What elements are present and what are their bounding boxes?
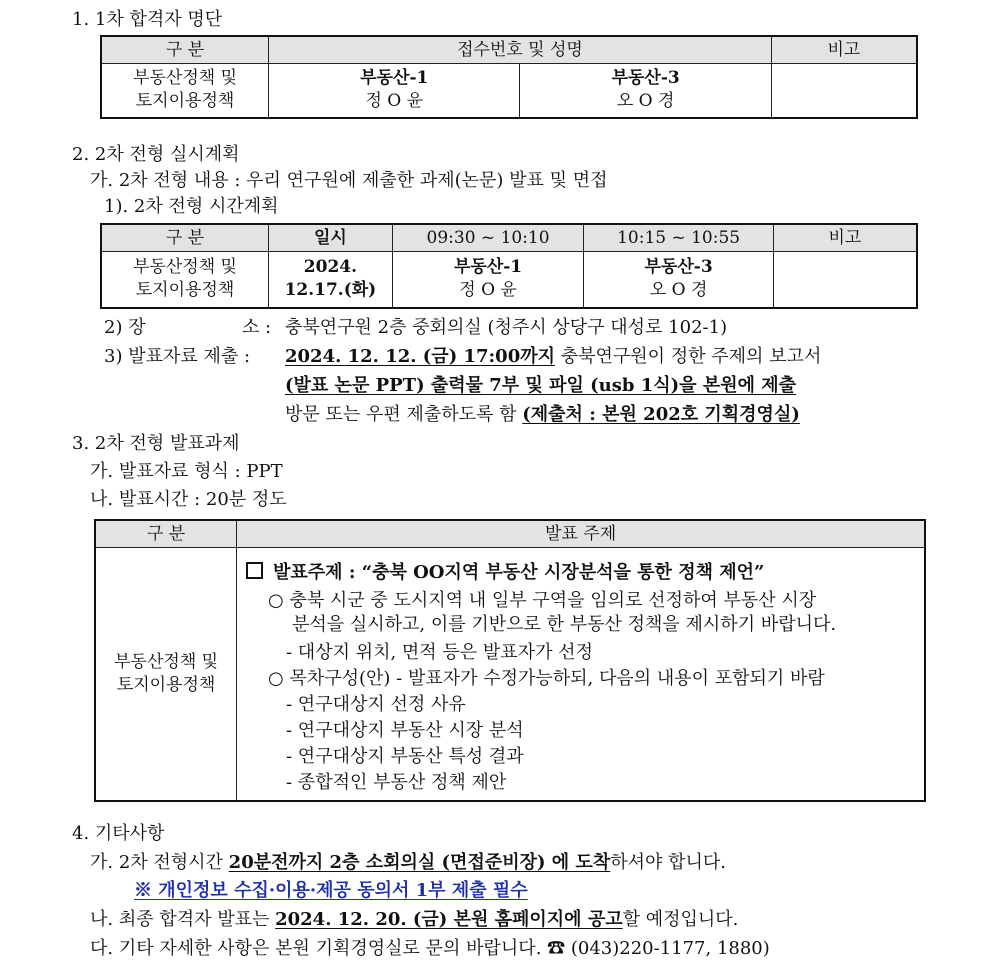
- category-cell: 부동산정책 및 토지이용정책: [95, 548, 237, 802]
- submit-destination: (제출처 : 본원 202호 기획경영실): [522, 404, 800, 425]
- place-label: 2) 장: [104, 317, 146, 338]
- slot-cell-2: 부동산-3 오 O 경: [584, 252, 774, 308]
- header-applicants: 접수번호 및 성명: [269, 36, 772, 64]
- topic-title: 발표주제 : “충북 OO지역 부동산 시장분석을 통한 정책 제언”: [246, 561, 764, 585]
- list-item: - 연구대상지 선정 사유: [286, 694, 466, 715]
- header-category: 구 분: [101, 224, 269, 252]
- section-3-na: 나. 발표시간 : 20분 정도: [90, 489, 287, 510]
- topic-point-1: ○ 충북 시군 중 도시지역 내 일부 구역을 임의로 선정하여 부동산 시장: [268, 590, 817, 611]
- section-4-title: 4. 기타사항: [72, 823, 165, 844]
- slot-cell-1: 부동산-1 정 O 윤: [392, 252, 584, 308]
- list-item: - 종합적인 부동산 정책 제안: [286, 772, 507, 793]
- category-cell: 부동산정책 및 토지이용정책: [101, 64, 269, 118]
- section-3-ga: 가. 발표자료 형식 : PPT: [90, 461, 283, 482]
- section-2-title: 2. 2차 전형 실시계획: [72, 144, 240, 165]
- category-cell: 부동산정책 및 토지이용정책: [101, 252, 269, 308]
- header-category: 구 분: [101, 36, 269, 64]
- submit-line-3: 방문 또는 우편 제출하도록 함 (제출처 : 본원 202호 기획경영실): [285, 404, 800, 425]
- section-4-na: 나. 최종 합격자 발표는 2024. 12. 20. (금) 본원 홈페이지에 공고할 예정입니다.: [90, 909, 739, 930]
- list-item: - 연구대상지 부동산 특성 결과: [286, 746, 524, 767]
- header-topic: 발표 주제: [237, 520, 925, 548]
- topic-point-2: ○ 목차구성(안) - 발표자가 수정가능하되, 다음의 내용이 포함되기 바람: [268, 668, 825, 689]
- header-note: 비고: [773, 224, 917, 252]
- applicant-cell-1: 부동산-1 정 O 윤: [269, 64, 520, 118]
- section-2-ga: 가. 2차 전형 내용 : 우리 연구원에 제출한 과제(논문) 발표 및 면접: [90, 170, 608, 191]
- submit-deadline: 2024. 12. 12. (금) 17:00까지: [285, 346, 556, 367]
- announcement-date: 2024. 12. 20. (금) 본원 홈페이지에 공고: [275, 909, 623, 930]
- header-category: 구 분: [95, 520, 237, 548]
- section-2-sub1: 1). 2차 전형 시간계획: [104, 196, 279, 217]
- note-cell: [773, 252, 917, 308]
- applicant-cell-2: 부동산-3 오 O 경: [520, 64, 771, 118]
- arrival-instruction: 20분전까지 2층 소회의실 (면접준비장) 에 도착: [228, 852, 611, 873]
- header-slot-1: 09:30 ~ 10:10: [392, 224, 584, 252]
- privacy-notice: ※ 개인정보 수집·이용·제공 동의서 1부 제출 필수: [134, 880, 528, 901]
- submit-line-2: (발표 논문 PPT) 출력물 7부 및 파일 (usb 1식)을 본원에 제출: [285, 375, 797, 396]
- header-slot-2: 10:15 ~ 10:55: [584, 224, 774, 252]
- first-round-table: [100, 35, 918, 119]
- date-cell: 2024. 12.17.(화): [269, 252, 393, 308]
- schedule-table: [100, 223, 918, 309]
- list-item: - 연구대상지 부동산 시장 분석: [286, 720, 524, 741]
- place-label-2: 소 :: [242, 317, 272, 338]
- place-value: 충북연구원 2층 중회의실 (청주시 상당구 대성로 102-1): [285, 317, 728, 338]
- section-1-title: 1. 1차 합격자 명단: [72, 9, 223, 30]
- checkbox-icon: [246, 562, 263, 579]
- section-4-da: 다. 기타 자세한 사항은 본원 기획경영실로 문의 바랍니다. ☎ (043)220-1177, 1880): [90, 938, 770, 959]
- note-cell: [771, 64, 917, 118]
- header-note: 비고: [771, 36, 917, 64]
- topic-point-1b: 분석을 실시하고, 이를 기반으로 한 부동산 정책을 제시하기 바랍니다.: [292, 614, 837, 635]
- section-4-ga: 가. 2차 전형시간 20분전까지 2층 소회의실 (면접준비장) 에 도착하셔야 합니다.: [90, 852, 726, 873]
- submit-label: 3) 발표자료 제출 :: [104, 346, 251, 367]
- section-3-title: 3. 2차 전형 발표과제: [72, 433, 240, 454]
- header-date: 일시: [269, 224, 393, 252]
- submit-line-1: 2024. 12. 12. (금) 17:00까지 충북연구원이 정한 주제의 보고서: [285, 346, 822, 367]
- topic-point-1c: - 대상지 위치, 면적 등은 발표자가 선정: [286, 642, 593, 663]
